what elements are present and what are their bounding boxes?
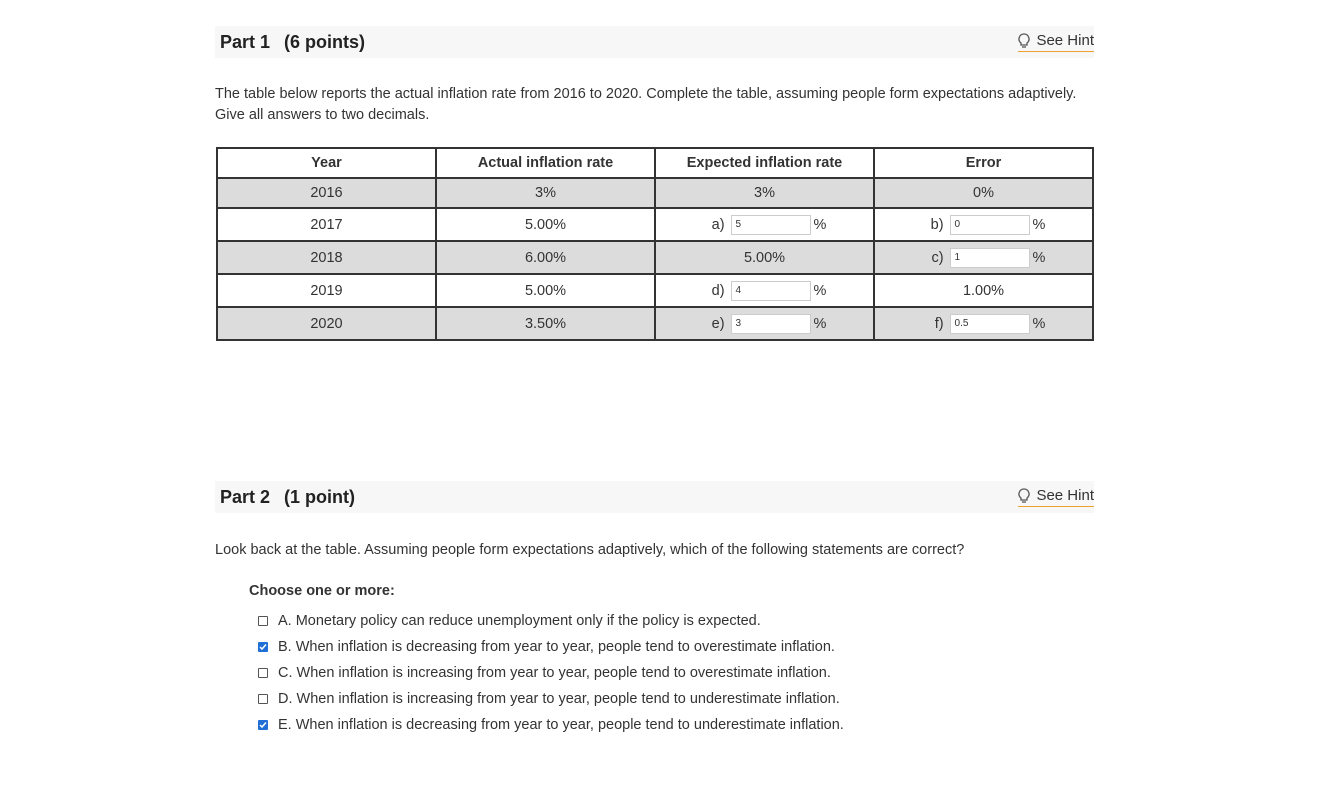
answer-input-e[interactable]: 3: [731, 314, 811, 334]
part1-see-hint-button[interactable]: [1018, 32, 1094, 52]
cell-expected: [655, 274, 874, 307]
part1-prompt-line1: The table below reports the actual inflation rate from 2016 to 2020. Complete the table, assuming people form expectations adaptively.: [215, 86, 1077, 102]
choose-instruction: Choose one or more:: [249, 583, 395, 599]
cell-expected: 5.00%: [655, 241, 874, 274]
option-b-label: B. When inflation is decreasing from year to year, people tend to overestimate inflation.: [278, 639, 835, 655]
table-header-row: [217, 148, 1093, 178]
table-row: [217, 307, 1093, 340]
part2-prompt: Look back at the table. Assuming people form expectations adaptively, which of the following statements are correct?: [215, 542, 965, 558]
table-row: [217, 241, 1093, 274]
cell-error: [874, 307, 1093, 340]
percent-sign: %: [813, 216, 827, 233]
percent-sign: %: [813, 282, 827, 299]
option-d[interactable]: [258, 686, 844, 712]
cell-actual: 6.00%: [436, 241, 655, 274]
cell-expected: [655, 208, 874, 241]
option-a-label: A. Monetary policy can reduce unemployment only if the policy is expected.: [278, 613, 761, 629]
table-row: [217, 208, 1093, 241]
percent-sign: %: [1032, 216, 1046, 233]
cell-year: 2016: [217, 178, 436, 208]
answer-input-c[interactable]: 1: [950, 248, 1030, 268]
cell-expected: [655, 307, 874, 340]
checkbox-c[interactable]: [258, 668, 268, 678]
part1-prompt-line2: Give all answers to two decimals.: [215, 107, 430, 123]
percent-sign: %: [813, 315, 827, 332]
header-actual: Actual inflation rate: [436, 148, 655, 178]
part2-label: Part 2: [220, 486, 271, 507]
checkbox-a[interactable]: [258, 616, 268, 626]
cell-year: 2017: [217, 208, 436, 241]
part2-see-hint-button[interactable]: [1018, 487, 1094, 507]
cell-year: 2018: [217, 241, 436, 274]
check-icon: [259, 721, 267, 729]
part1-title: [220, 32, 365, 53]
part1-prompt: [215, 84, 1105, 126]
cell-expected: 3%: [655, 178, 874, 208]
header-error: Error: [874, 148, 1093, 178]
cell-year: 2019: [217, 274, 436, 307]
answer-input-d[interactable]: 4: [731, 281, 811, 301]
part1-header: [215, 26, 1094, 58]
inflation-table: [216, 147, 1094, 341]
answer-label-a: a): [711, 216, 725, 233]
option-c-label: C. When inflation is increasing from year to year, people tend to overestimate inflation.: [278, 665, 831, 681]
answer-input-a[interactable]: 5: [731, 215, 811, 235]
cell-actual: 5.00%: [436, 208, 655, 241]
part2-title: [220, 487, 355, 508]
option-c[interactable]: [258, 660, 844, 686]
percent-sign: %: [1032, 315, 1046, 332]
cell-error: [874, 241, 1093, 274]
option-a[interactable]: [258, 608, 844, 634]
cell-error: [874, 208, 1093, 241]
cell-actual: 3%: [436, 178, 655, 208]
table-row: [217, 274, 1093, 307]
answer-label-f: f): [934, 315, 944, 332]
part2-points: (1 point): [284, 486, 356, 507]
option-e[interactable]: [258, 712, 844, 738]
option-b[interactable]: [258, 634, 844, 660]
cell-actual: 5.00%: [436, 274, 655, 307]
answer-label-e: e): [711, 315, 725, 332]
answer-label-b: b): [930, 216, 944, 233]
cell-error: 0%: [874, 178, 1093, 208]
part1-points: (6 points): [284, 31, 366, 52]
header-year: Year: [217, 148, 436, 178]
header-expected: Expected inflation rate: [655, 148, 874, 178]
part1-label: Part 1: [220, 31, 271, 52]
answer-label-d: d): [711, 282, 725, 299]
part1-hint-label: See Hint: [1036, 32, 1094, 49]
checkbox-b[interactable]: [258, 642, 268, 652]
lightbulb-icon: [1018, 33, 1030, 49]
option-e-label: E. When inflation is decreasing from year to year, people tend to underestimate inflation.: [278, 717, 844, 733]
answer-label-c: c): [931, 249, 944, 266]
answer-input-b[interactable]: 0: [950, 215, 1030, 235]
answer-options: [258, 608, 844, 738]
lightbulb-icon: [1018, 488, 1030, 504]
checkbox-e[interactable]: [258, 720, 268, 730]
table-row: [217, 178, 1093, 208]
cell-year: 2020: [217, 307, 436, 340]
cell-error: 1.00%: [874, 274, 1093, 307]
percent-sign: %: [1032, 249, 1046, 266]
part2-header: [215, 481, 1094, 513]
check-icon: [259, 643, 267, 651]
answer-input-f[interactable]: 0.5: [950, 314, 1030, 334]
checkbox-d[interactable]: [258, 694, 268, 704]
part2-hint-label: See Hint: [1036, 487, 1094, 504]
option-d-label: D. When inflation is increasing from year to year, people tend to underestimate inflation.: [278, 691, 840, 707]
cell-actual: 3.50%: [436, 307, 655, 340]
